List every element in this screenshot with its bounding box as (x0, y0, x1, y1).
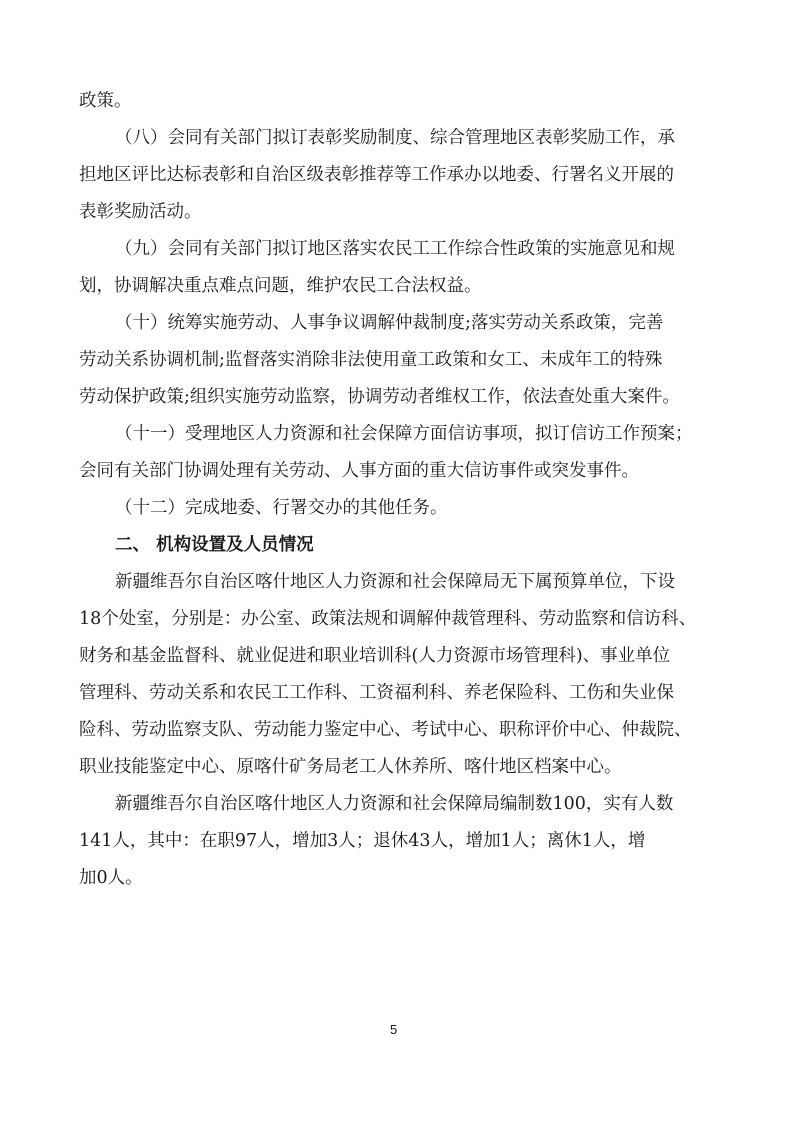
paragraph-line: （十）统筹实施劳动、人事争议调解仲裁制度;落实劳动关系政策，完善 (115, 313, 664, 333)
paragraph-line: 财务和基金监督科、就业促进和职业培训科(人力资源市场管理科)、事业单位 (79, 646, 671, 666)
paragraph-line: 担地区评比达标表彰和自治区级表彰推荐等工作承办以地委、行署名义开展的 (79, 165, 674, 185)
paragraph-line: 会同有关部门协调处理有关劳动、人事方面的重大信访事件或突发事件。 (79, 461, 639, 481)
paragraph-line: 表彰奖励活动。 (79, 202, 202, 222)
paragraph-line: 18个处室，分别是：办公室、政策法规和调解仲裁管理科、劳动监察和信访科、 (79, 609, 697, 629)
paragraph-line: 新疆维吾尔自治区喀什地区人力资源和社会保障局无下属预算单位，下设 (115, 572, 675, 592)
paragraph-line: 管理科、劳动关系和农民工工作科、工资福利科、养老保险科、工伤和失业保 (79, 683, 674, 703)
paragraph-line: 劳动关系协调机制;监督落实消除非法使用童工政策和女工、未成年工的特殊 (79, 350, 663, 370)
paragraph-line: 141人，其中：在职97人，增加3人；退休43人，增加1人；离休1人，增 (79, 831, 646, 851)
paragraph-line: （十二）完成地委、行署交办的其他任务。 (115, 498, 448, 518)
paragraph-line: （八）会同有关部门拟订表彰奖励制度、综合管理地区表彰奖励工作，承 (115, 128, 675, 148)
paragraph-line: （十一）受理地区人力资源和社会保障方面信访事项，拟订信访工作预案； (115, 424, 693, 444)
paragraph-line: 划，协调解决重点难点问题，维护农民工合法权益。 (79, 276, 482, 296)
paragraph-line: 加0人。 (79, 868, 143, 888)
paragraph-line: 险科、劳动监察支队、劳动能力鉴定中心、考试中心、职称评价中心、仲裁院、 (79, 720, 692, 740)
paragraph-line: 职业技能鉴定中心、原喀什矿务局老工人休养所、喀什地区档案中心。 (79, 757, 622, 777)
page-number: 5 (390, 1022, 398, 1037)
paragraph-line: 政策。 (79, 91, 132, 111)
paragraph-line: （九）会同有关部门拟订地区落实农民工工作综合性政策的实施意见和规 (115, 239, 675, 259)
section-heading: 二、 机构设置及人员情况 (115, 535, 314, 555)
paragraph-line: 劳动保护政策;组织实施劳动监察，协调劳动者维权工作，依法查处重大案件。 (79, 387, 680, 407)
paragraph-line: 新疆维吾尔自治区喀什地区人力资源和社会保障局编制数100，实有人数 (115, 794, 674, 814)
